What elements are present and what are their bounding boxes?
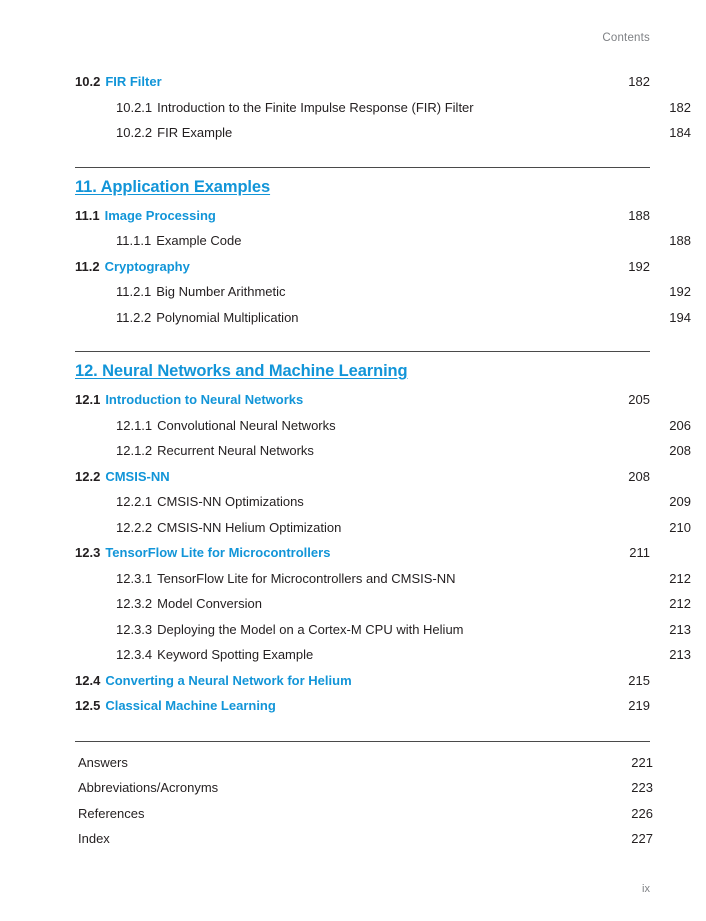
table-of-contents (75, 74, 691, 857)
vertical-gap (75, 381, 650, 392)
toc-entry-text: CMSIS-NN Helium Optimization (157, 519, 342, 535)
chapter-heading[interactable] (75, 178, 650, 197)
toc-entry-label (116, 520, 341, 535)
toc-entry-page-number: 192 (669, 284, 691, 299)
toc-entry-label (78, 780, 218, 795)
toc-entry-page-number: 212 (669, 570, 691, 586)
toc-entry-text: TensorFlow Lite for Microcontrollers (105, 545, 331, 560)
vertical-gap (75, 509, 650, 520)
toc-entry[interactable] (75, 673, 650, 688)
toc-entry-text: Deploying the Model on a Cortex-M CPU with Helium (157, 621, 464, 637)
toc-entry[interactable] (75, 310, 691, 325)
toc-entry-page-number: 194 (669, 309, 691, 325)
toc-entry-number: 12.1.1 (116, 417, 153, 433)
vertical-gap (75, 151, 650, 167)
vertical-gap (75, 724, 650, 741)
toc-entry-number: 12.1.2 (116, 443, 153, 458)
vertical-gap (75, 742, 650, 755)
toc-entry[interactable] (75, 780, 653, 795)
toc-entry-text: Introduction to the Finite Impulse Response (FIR) Filter (157, 99, 474, 115)
toc-entry-number: 12.3.3 (116, 621, 153, 637)
vertical-gap (75, 89, 650, 100)
toc-entry[interactable] (75, 284, 691, 299)
toc-entry-text: Big Number Arithmetic (156, 284, 286, 299)
toc-entry-text: Polynomial Multiplication (156, 309, 299, 325)
toc-entry-label (75, 545, 330, 560)
toc-entry-number: 12.2.1 (116, 494, 153, 509)
toc-entry-label (116, 622, 464, 637)
vertical-gap (75, 535, 650, 546)
toc-entry-page-number: 226 (631, 805, 653, 821)
toc-entry-text: FIR Example (157, 125, 233, 140)
toc-entry-label (116, 596, 262, 611)
toc-entry-page-number: 227 (631, 831, 653, 846)
vertical-gap (75, 560, 650, 571)
vertical-gap (75, 611, 650, 622)
toc-entry-text: TensorFlow Lite for Microcontrollers and CMSIS-NN (157, 570, 456, 586)
toc-entry-label (75, 469, 170, 484)
toc-entry[interactable] (75, 806, 653, 821)
vertical-gap (75, 846, 650, 857)
toc-entry-number: 10.2.1 (116, 99, 153, 115)
vertical-gap (75, 248, 650, 259)
vertical-gap (75, 433, 650, 444)
vertical-gap (75, 637, 650, 648)
vertical-gap (75, 662, 650, 673)
vertical-gap (75, 168, 650, 178)
chapter-title: 12. Neural Networks and Machine Learning (75, 362, 408, 380)
toc-entry-label (75, 259, 190, 274)
toc-entry-page-number: 223 (631, 780, 653, 795)
toc-entry-text: Index (78, 831, 110, 846)
toc-entry[interactable] (75, 698, 650, 713)
toc-entry-label (116, 647, 313, 662)
toc-entry-label (116, 494, 304, 509)
toc-entry-label (75, 208, 216, 223)
toc-entry-page-number: 211 (629, 545, 650, 560)
toc-entry-text: Model Conversion (157, 596, 262, 611)
vertical-gap (75, 325, 650, 336)
vertical-gap (75, 223, 650, 234)
toc-entry[interactable] (75, 596, 691, 611)
toc-entry-number: 12.1 (75, 392, 101, 407)
toc-entry-page-number: 208 (669, 443, 691, 458)
toc-entry[interactable] (75, 469, 650, 484)
toc-entry-number: 11.2.1 (116, 284, 152, 299)
toc-entry-text: Image Processing (104, 207, 216, 223)
toc-entry[interactable] (75, 622, 691, 637)
toc-entry-page-number: 212 (669, 596, 691, 611)
toc-entry-page-number: 206 (669, 417, 691, 433)
toc-entry-number: 11.1.1 (116, 233, 152, 248)
toc-entry-number: 12.5 (75, 698, 101, 713)
vertical-gap (75, 770, 650, 781)
vertical-gap (75, 335, 650, 351)
toc-entry-number: 12.2.2 (116, 519, 153, 535)
toc-entry-text: Keyword Spotting Example (157, 647, 314, 662)
toc-entry-text: FIR Filter (105, 74, 162, 89)
toc-entry-label (75, 698, 276, 713)
toc-entry-page-number: 192 (628, 258, 650, 274)
toc-entry[interactable] (75, 520, 691, 535)
toc-entry-page-number: 219 (628, 698, 650, 713)
toc-entry-text: Example Code (156, 233, 242, 248)
chapter-heading[interactable] (75, 362, 650, 381)
toc-entry[interactable] (75, 647, 691, 662)
toc-entry-text: Recurrent Neural Networks (157, 443, 314, 458)
toc-entry-label (78, 806, 144, 821)
vertical-gap (75, 140, 650, 151)
running-head: Contents (602, 32, 650, 44)
toc-entry-number: 10.2.2 (116, 125, 153, 140)
toc-entry-number: 12.4 (75, 672, 101, 688)
toc-entry-text: CMSIS-NN Optimizations (157, 494, 304, 509)
toc-entry-number: 11.1 (75, 207, 100, 223)
toc-entry-label (116, 571, 456, 586)
toc-entry-number: 10.2 (75, 74, 101, 89)
toc-entry-text: Classical Machine Learning (105, 698, 276, 713)
toc-entry[interactable] (75, 100, 691, 115)
vertical-gap (75, 586, 650, 597)
toc-entry[interactable] (75, 545, 650, 560)
vertical-gap (75, 821, 650, 832)
toc-entry-page-number: 210 (669, 519, 691, 535)
toc-entry-text: Convolutional Neural Networks (157, 417, 336, 433)
toc-entry-page-number: 205 (628, 392, 650, 407)
toc-entry-page-number: 213 (669, 647, 691, 662)
toc-entry-label (116, 418, 336, 433)
toc-entry-page-number: 188 (628, 207, 650, 223)
vertical-gap (75, 274, 650, 285)
toc-entry-text: Answers (78, 754, 128, 770)
toc-entry-page-number: 215 (628, 672, 650, 688)
toc-entry-number: 12.3 (75, 545, 101, 560)
toc-entry[interactable] (75, 443, 691, 458)
toc-entry-page-number: 213 (669, 621, 691, 637)
vertical-gap (75, 458, 650, 469)
toc-entry-number: 12.3.2 (116, 596, 153, 611)
toc-entry[interactable] (75, 74, 650, 89)
toc-entry-text: References (78, 805, 145, 821)
toc-entry-page-number: 188 (669, 233, 691, 248)
toc-entry-label (116, 310, 299, 325)
toc-entry-page-number: 209 (669, 494, 691, 509)
toc-entry-text: Converting a Neural Network for Helium (105, 672, 352, 688)
toc-entry[interactable] (75, 392, 650, 407)
toc-entry[interactable] (75, 831, 653, 846)
toc-entry-text: Introduction to Neural Networks (105, 392, 304, 407)
toc-entry-number: 11.2 (75, 258, 100, 274)
toc-entry-number: 11.2.2 (116, 309, 152, 325)
toc-entry[interactable] (75, 755, 653, 770)
toc-entry-page-number: 182 (628, 74, 650, 89)
toc-entry-page-number: 208 (628, 468, 650, 484)
toc-entry-label (78, 755, 128, 770)
vertical-gap (75, 713, 650, 724)
toc-entry-text: Abbreviations/Acronyms (78, 780, 219, 795)
toc-entry-label (75, 392, 303, 407)
vertical-gap (75, 197, 650, 208)
toc-entry-page-number: 221 (631, 754, 653, 770)
toc-entry[interactable] (75, 571, 691, 586)
page-folio: ix (642, 883, 650, 895)
toc-entry[interactable] (75, 125, 691, 140)
toc-entry-label (116, 443, 314, 458)
toc-entry-page-number: 182 (669, 99, 691, 115)
toc-entry-number: 12.3.4 (116, 647, 153, 662)
toc-entry-label (116, 233, 241, 248)
toc-entry-label (75, 673, 352, 688)
toc-entry-text: Cryptography (104, 258, 190, 274)
vertical-gap (75, 484, 650, 495)
toc-entry-label (75, 74, 162, 89)
toc-entry[interactable] (75, 208, 650, 223)
toc-entry-label (116, 284, 286, 299)
toc-entry[interactable] (75, 418, 691, 433)
toc-entry[interactable] (75, 259, 650, 274)
vertical-gap (75, 688, 650, 699)
toc-entry-number: 12.3.1 (116, 570, 153, 586)
vertical-gap (75, 407, 650, 418)
toc-entry-page-number: 184 (669, 125, 691, 140)
toc-entry-label (116, 100, 474, 115)
toc-entry[interactable] (75, 233, 691, 248)
vertical-gap (75, 115, 650, 126)
vertical-gap (75, 299, 650, 310)
toc-entry-text: CMSIS-NN (105, 468, 170, 484)
toc-entry-label (78, 831, 110, 846)
toc-entry-number: 12.2 (75, 468, 101, 484)
toc-entry[interactable] (75, 494, 691, 509)
vertical-gap (75, 795, 650, 806)
toc-entry-label (116, 125, 232, 140)
chapter-title: 11. Application Examples (75, 177, 271, 196)
vertical-gap (75, 352, 650, 362)
